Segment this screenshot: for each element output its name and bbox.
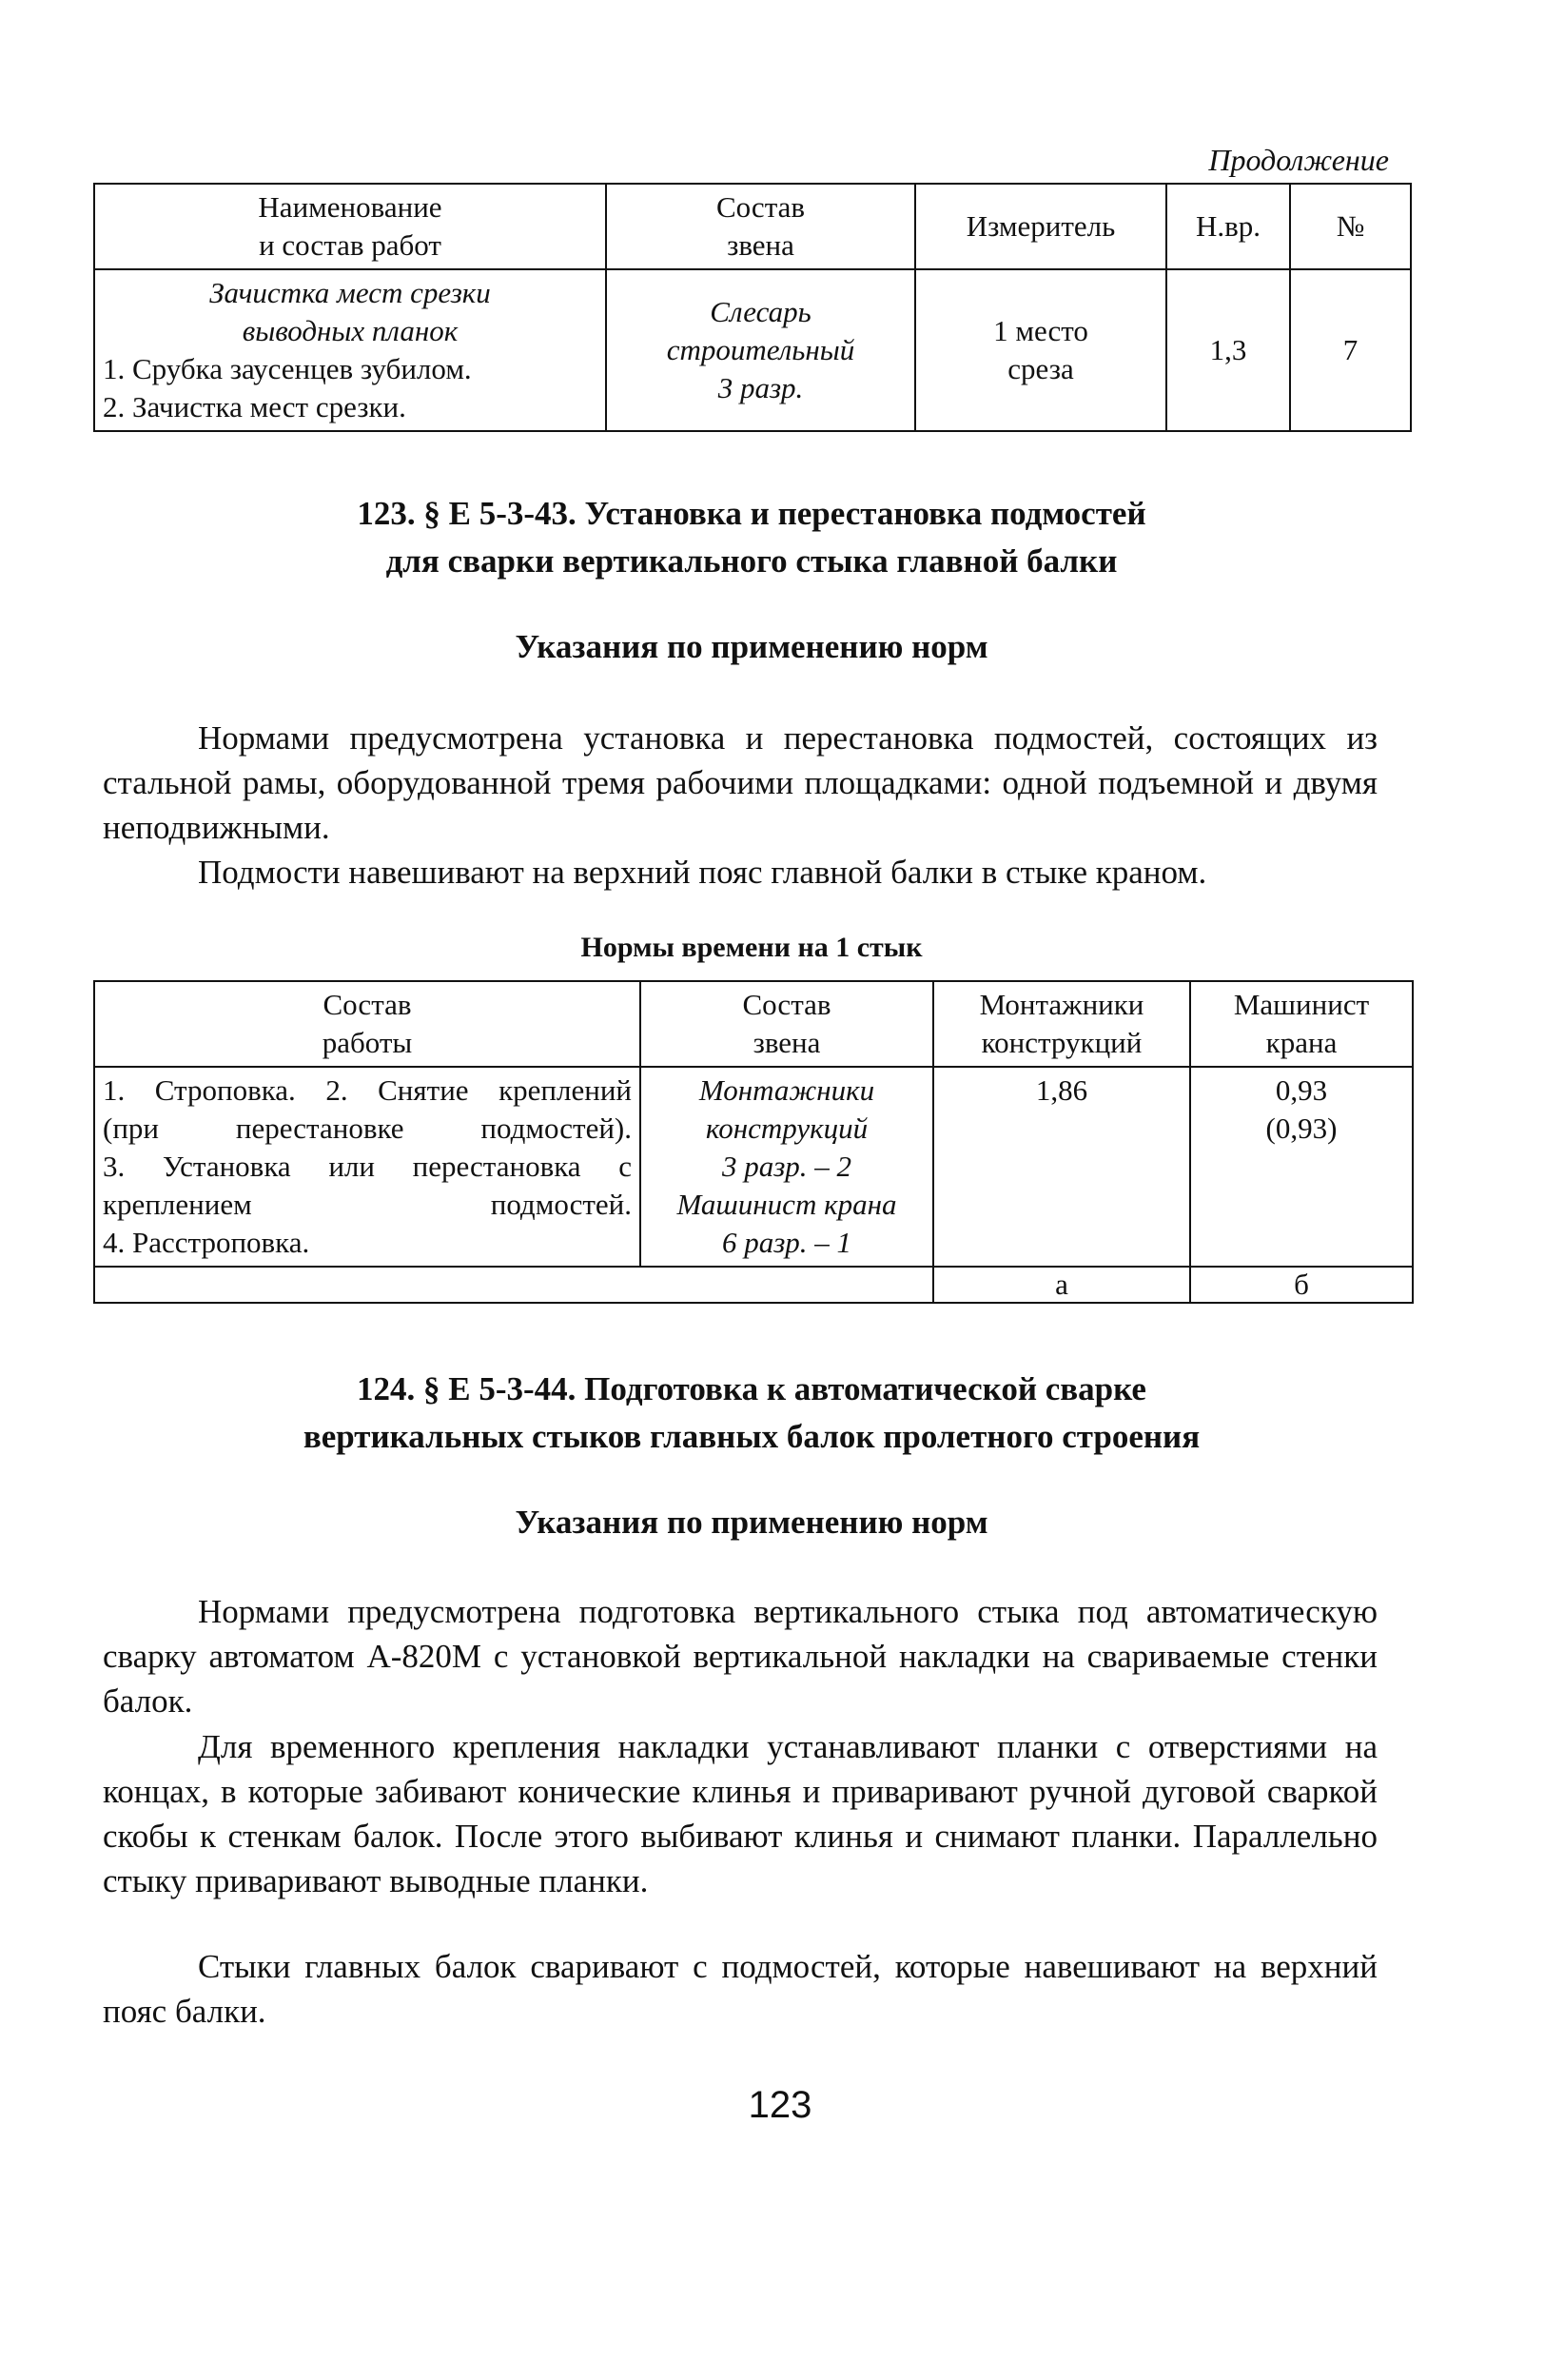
work-title: Зачистка мест срезки выводных планок	[209, 276, 491, 347]
table-footer-row	[94, 1267, 1413, 1303]
installers-value: 1,86	[1035, 1073, 1088, 1107]
continuation-label: Продолжение	[1208, 143, 1389, 177]
section-123-title-line2: для сварки вертикального стыка главной балки	[385, 542, 1118, 580]
table-caption: Нормы времени на 1 стык	[580, 932, 923, 963]
table-row	[94, 1067, 1413, 1267]
header-work: Наименование и состав работ	[94, 184, 606, 269]
work-cell	[94, 1067, 640, 1267]
work-line: 1. Строповка. 2. Снятие креплений	[103, 1073, 632, 1107]
table-row	[94, 269, 1411, 431]
header-norm: Н.вр.	[1166, 184, 1290, 269]
work-line: 3. Установка или перестановка с	[103, 1150, 632, 1183]
section-124-title	[93, 1366, 1410, 1461]
work-cell	[94, 269, 606, 431]
header-crew: Состав звена	[640, 981, 933, 1067]
section-124-paragraph: Стыки главных балок сваривают с подмостей, которые навешивают на верхний пояс балки.	[103, 1948, 1378, 2030]
crew-line: конструкций	[705, 1111, 869, 1145]
work-step: 2. Зачистка мест срезки.	[103, 390, 406, 423]
work-step: 1. Срубка заусенцев зубилом.	[103, 352, 472, 385]
operator-value-alt: (0,93)	[1265, 1111, 1338, 1145]
work-line: креплением подмостей.	[103, 1188, 632, 1221]
header-number: №	[1290, 184, 1411, 269]
section-123-title-line1: 123. § Е 5-3-43. Установка и перестановка подмостей	[357, 495, 1146, 532]
norm-cell: 1,3	[1166, 269, 1290, 431]
crew-cell	[640, 1067, 933, 1267]
installers-value-cell	[933, 1067, 1190, 1267]
section-123-paragraph: Подмости навешивают на верхний пояс главной балки в стыке краном.	[198, 854, 1207, 891]
header-crew: Состав звена	[606, 184, 915, 269]
section-124-title-line1: 124. § Е 5-3-44. Подготовка к автоматической сварке	[357, 1370, 1146, 1407]
section-123-title	[93, 490, 1410, 585]
work-line: 4. Расстроповка.	[103, 1226, 310, 1259]
crew-line: Монтажники	[698, 1073, 875, 1107]
norms-table-continued	[93, 183, 1412, 432]
header-work: Состав работы	[94, 981, 640, 1067]
number-cell: 7	[1290, 269, 1411, 431]
crew-line: Машинист крана	[676, 1188, 897, 1221]
page-number: 123	[748, 2084, 812, 2126]
section-123-subheading: Указания по применению норм	[515, 628, 988, 665]
header-unit: Измеритель	[915, 184, 1166, 269]
section-124-subheading: Указания по применению норм	[515, 1504, 988, 1541]
operator-value-cell	[1190, 1067, 1413, 1267]
table-header-row	[94, 184, 1411, 269]
section-123-paragraph: Нормами предусмотрена установка и перестановка подмостей, состоящих из стальной рамы, оборудованной тремя рабочими площадками: одной подъемной и двумя неподвижными.	[103, 719, 1378, 846]
crew-line: 6 разр. – 1	[721, 1226, 852, 1259]
operator-value: 0,93	[1275, 1073, 1328, 1107]
header-crane-operator: Машинист крана	[1190, 981, 1413, 1067]
time-norms-table	[93, 980, 1414, 1304]
section-124-title-line2: вертикальных стыков главных балок пролетного строения	[303, 1418, 1201, 1455]
section-124-paragraph: Для временного крепления накладки устанавливают планки с отверстиями на концах, в которые забивают конические клинья и приваривают ручной дуговой сваркой скобы к стенкам балок. После этого выбивают клинья и снимают планки. Параллельно стыку приваривают выводные планки.	[103, 1728, 1378, 1899]
unit-cell: 1 место среза	[915, 269, 1166, 431]
footer-column-b: б	[1190, 1267, 1413, 1303]
footer-empty-cell	[94, 1267, 933, 1303]
footer-column-a: а	[933, 1267, 1190, 1303]
section-124-paragraph: Нормами предусмотрена подготовка вертикального стыка под автоматическую сварку автоматом А-820М с установкой вертикальной накладки на свариваемые стенки балок.	[103, 1593, 1378, 1720]
crew-line: 3 разр. – 2	[721, 1150, 852, 1183]
crew-cell: Слесарь строительный 3 разр.	[606, 269, 915, 431]
table-header-row	[94, 981, 1413, 1067]
work-line: (при перестановке подмостей).	[103, 1111, 632, 1145]
header-installers: Монтажники конструкций	[933, 981, 1190, 1067]
